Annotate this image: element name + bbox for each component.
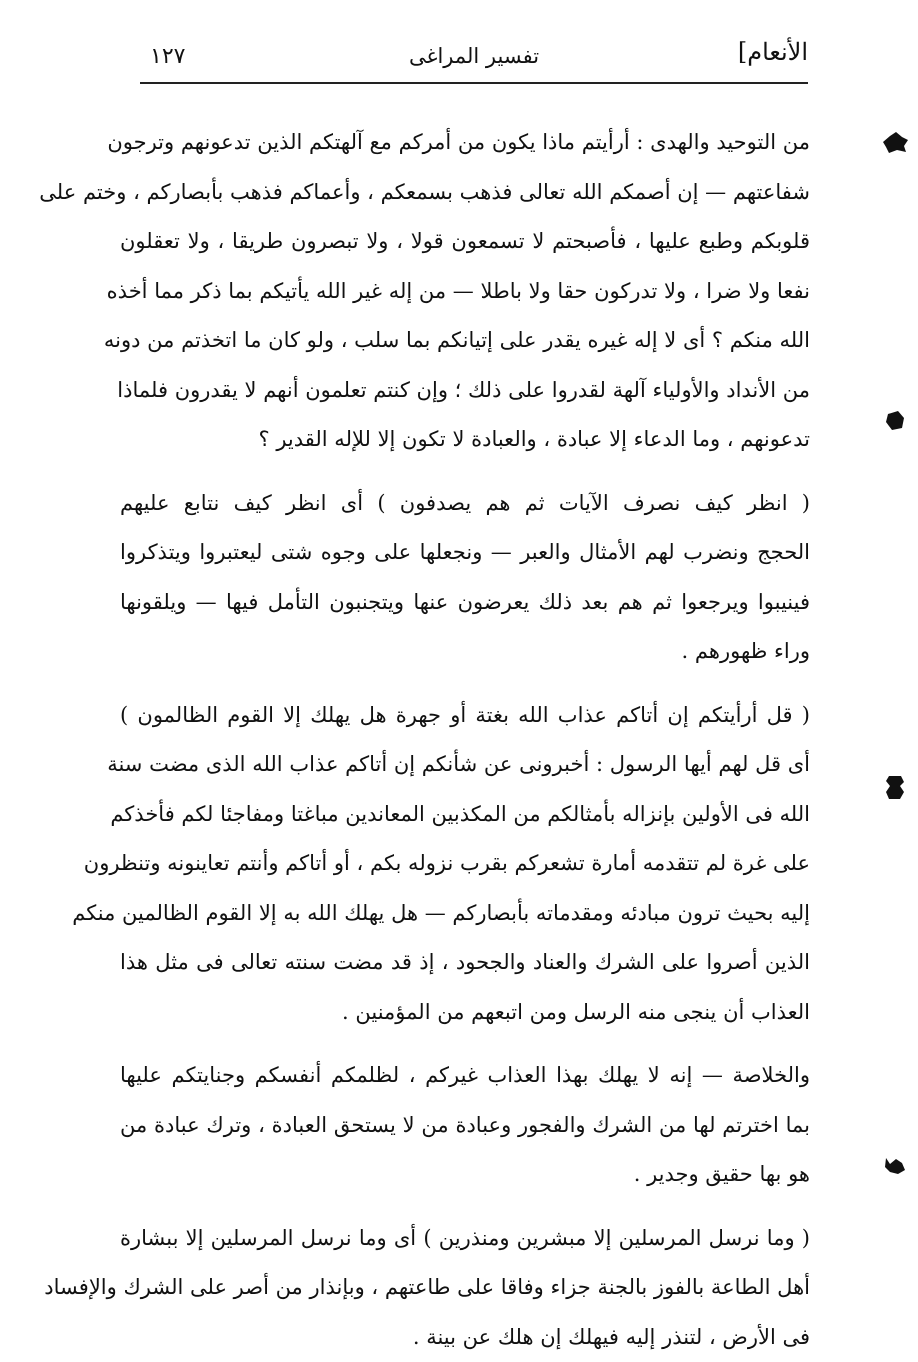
page-header [140, 38, 808, 78]
text-line: تدعونهم ، وما الدعاء إلا عبادة ، والعبادة لا تكون إلا للإله القدير ؟ [120, 415, 810, 465]
tafsir-body [120, 118, 810, 1362]
ink-blot-mark [880, 772, 910, 802]
paragraph [120, 118, 810, 465]
text-line: الله منكم ؟ أى لا إله غيره يقدر على إتيانكم بما سلب ، ولو كان ما اتخذتم من دونه [120, 316, 810, 366]
text-line: الذين أصروا على الشرك والعناد والجحود ، إذ قد مضت سنته تعالى فى مثل هذا [120, 938, 810, 988]
text-line: والخلاصة — إنه لا يهلك بهذا العذاب غيركم ، لظلمكم أنفسكم وجنايتكم عليها [120, 1051, 810, 1101]
paragraph-gap [120, 1037, 810, 1051]
paragraph [120, 1051, 810, 1200]
text-line: نفعا ولا ضرا ، ولا تدركون حقا ولا باطلا — من إله غير الله يأتيكم بما ذكر مما أخذه [120, 267, 810, 317]
paragraph [120, 1214, 810, 1362]
text-line: من التوحيد والهدى : أرأيتم ماذا يكون من أمركم مع آلهتكم الذين تدعونهم وترجون [120, 118, 810, 168]
paragraph-gap [120, 465, 810, 479]
text-line: فى الأرض ، لتنذر إليه فيهلك إن هلك عن بينة . [120, 1313, 810, 1362]
ink-blot-mark [880, 128, 910, 158]
text-line: ( وما نرسل المرسلين إلا مبشرين ومنذرين ) أى وما نرسل المرسلين إلا ببشارة [120, 1214, 810, 1264]
text-line: أهل الطاعة بالفوز بالجنة جزاء وفاقا على طاعتهم ، وبإنذار من أصر على الشرك والإفساد [120, 1263, 810, 1313]
text-line: على غرة لم تتقدمه أمارة تشعركم بقرب نزوله بكم ، أو أتاكم وأنتم تعاينونه وتنظرون [120, 839, 810, 889]
text-line: فينيبوا ويرجعوا ثم هم بعد ذلك يعرضون عنها ويتجنبون التأمل فيها — ويلقونها [120, 578, 810, 628]
ink-blot-mark [880, 406, 910, 436]
text-line: من الأنداد والأولياء آلهة لقدروا على ذلك ؛ وإن كنتم تعلمون أنهم لا يقدرون فلماذا [120, 366, 810, 416]
paragraph [120, 479, 810, 677]
text-line: قلوبكم وطبع عليها ، فأصبحتم لا تسمعون قولا ، ولا تبصرون طريقا ، ولا تعقلون [120, 217, 810, 267]
paragraph [120, 691, 810, 1038]
paragraph-gap [120, 1200, 810, 1214]
text-line: شفاعتهم — إن أصمكم الله تعالى فذهب بسمعكم ، وأعماكم فذهب بأبصاركم ، وختم على [120, 168, 810, 218]
text-line: الحجج ونضرب لهم الأمثال والعبر — ونجعلها على وجوه شتى ليعتبروا ويتذكروا [120, 528, 810, 578]
text-line: العذاب أن ينجى منه الرسل ومن اتبعهم من المؤمنين . [120, 988, 810, 1038]
text-line: ( قل أرأيتكم إن أتاكم عذاب الله بغتة أو جهرة هل يهلك إلا القوم الظالمون ) [120, 691, 810, 741]
text-line: أى قل لهم أيها الرسول : أخبرونى عن شأنكم إن أتاكم عذاب الله الذى مضت سنة [120, 740, 810, 790]
text-line: بما اخترتم لها من الشرك والفجور وعبادة من لا يستحق العبادة ، وترك عبادة من [120, 1101, 810, 1151]
ink-blot-mark [880, 1150, 910, 1180]
page-number: ١٢٧ [150, 44, 185, 69]
header-rule [140, 82, 808, 84]
text-line: الله فى الأولين بإنزاله بأمثالكم من المكذبين المعاندين مباغتا ومفاجئا لكم فأخذكم [120, 790, 810, 840]
text-line: ( انظر كيف نصرف الآيات ثم هم يصدفون ) أى انظر كيف نتابع عليهم [120, 479, 810, 529]
text-line: إليه بحيث ترون مبادئه ومقدماته بأبصاركم — هل يهلك الله به إلا القوم الظالمين منكم [120, 889, 810, 939]
text-line: هو بها حقيق وجدير . [120, 1150, 810, 1200]
surah-name: الأنعام] [738, 38, 808, 66]
book-title: تفسير المراغى [140, 44, 808, 68]
paragraph-gap [120, 677, 810, 691]
text-line: وراء ظهورهم . [120, 627, 810, 677]
